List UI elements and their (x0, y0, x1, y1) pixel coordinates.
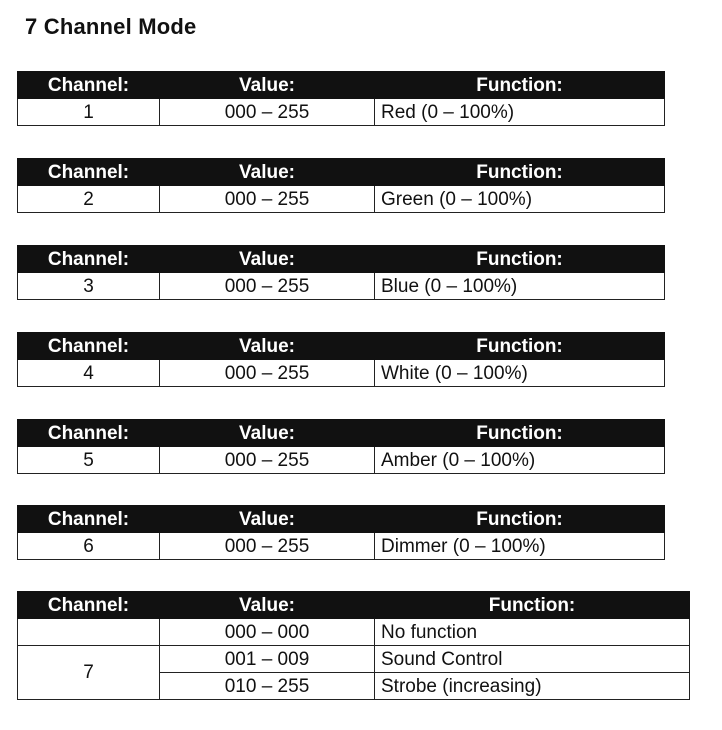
channel-number: 6 (18, 533, 160, 560)
header-value: Value: (160, 72, 375, 99)
channel-table-4 (17, 332, 665, 387)
value-range: 000 – 255 (160, 360, 375, 387)
header-function: Function: (375, 159, 665, 186)
header-channel: Channel: (18, 420, 160, 447)
function-text: White (0 – 100%) (375, 360, 665, 387)
value-range: 000 – 255 (160, 186, 375, 213)
table-row (18, 273, 665, 300)
table-row (18, 619, 690, 646)
channel-number: 7 (18, 646, 160, 700)
value-range: 000 – 255 (160, 533, 375, 560)
function-text: Dimmer (0 – 100%) (375, 533, 665, 560)
function-text: No function (375, 619, 690, 646)
table-row (18, 186, 665, 213)
page-title: 7 Channel Mode (25, 14, 197, 39)
header-function: Function: (375, 506, 665, 533)
table-row (18, 533, 665, 560)
header-channel: Channel: (18, 246, 160, 273)
channel-table-1 (17, 71, 665, 126)
header-value: Value: (160, 333, 375, 360)
value-range: 000 – 255 (160, 99, 375, 126)
value-range: 010 – 255 (160, 673, 375, 700)
header-value: Value: (160, 159, 375, 186)
header-function: Function: (375, 72, 665, 99)
value-range: 000 – 000 (160, 619, 375, 646)
table-row (18, 646, 690, 673)
channel-number: 4 (18, 360, 160, 387)
header-function: Function: (375, 592, 690, 619)
value-range: 001 – 009 (160, 646, 375, 673)
header-channel: Channel: (18, 159, 160, 186)
header-channel: Channel: (18, 506, 160, 533)
channel-number-empty (18, 619, 160, 646)
header-channel: Channel: (18, 333, 160, 360)
header-channel: Channel: (18, 592, 160, 619)
header-function: Function: (375, 420, 665, 447)
header-channel: Channel: (18, 72, 160, 99)
function-text: Blue (0 – 100%) (375, 273, 665, 300)
channel-table-5 (17, 419, 665, 474)
function-text: Red (0 – 100%) (375, 99, 665, 126)
channel-number: 2 (18, 186, 160, 213)
channel-number: 3 (18, 273, 160, 300)
function-text: Sound Control (375, 646, 690, 673)
channel-table-3 (17, 245, 665, 300)
header-value: Value: (160, 506, 375, 533)
function-text: Green (0 – 100%) (375, 186, 665, 213)
header-function: Function: (375, 333, 665, 360)
header-value: Value: (160, 592, 375, 619)
table-row (18, 447, 665, 474)
function-text: Strobe (increasing) (375, 673, 690, 700)
function-text: Amber (0 – 100%) (375, 447, 665, 474)
table-row (18, 99, 665, 126)
channel-table-6 (17, 505, 665, 560)
header-value: Value: (160, 246, 375, 273)
value-range: 000 – 255 (160, 447, 375, 474)
value-range: 000 – 255 (160, 273, 375, 300)
channel-number: 5 (18, 447, 160, 474)
header-function: Function: (375, 246, 665, 273)
header-value: Value: (160, 420, 375, 447)
channel-number: 1 (18, 99, 160, 126)
channel-table-2 (17, 158, 665, 213)
channel-table-7 (17, 591, 690, 700)
table-row (18, 360, 665, 387)
